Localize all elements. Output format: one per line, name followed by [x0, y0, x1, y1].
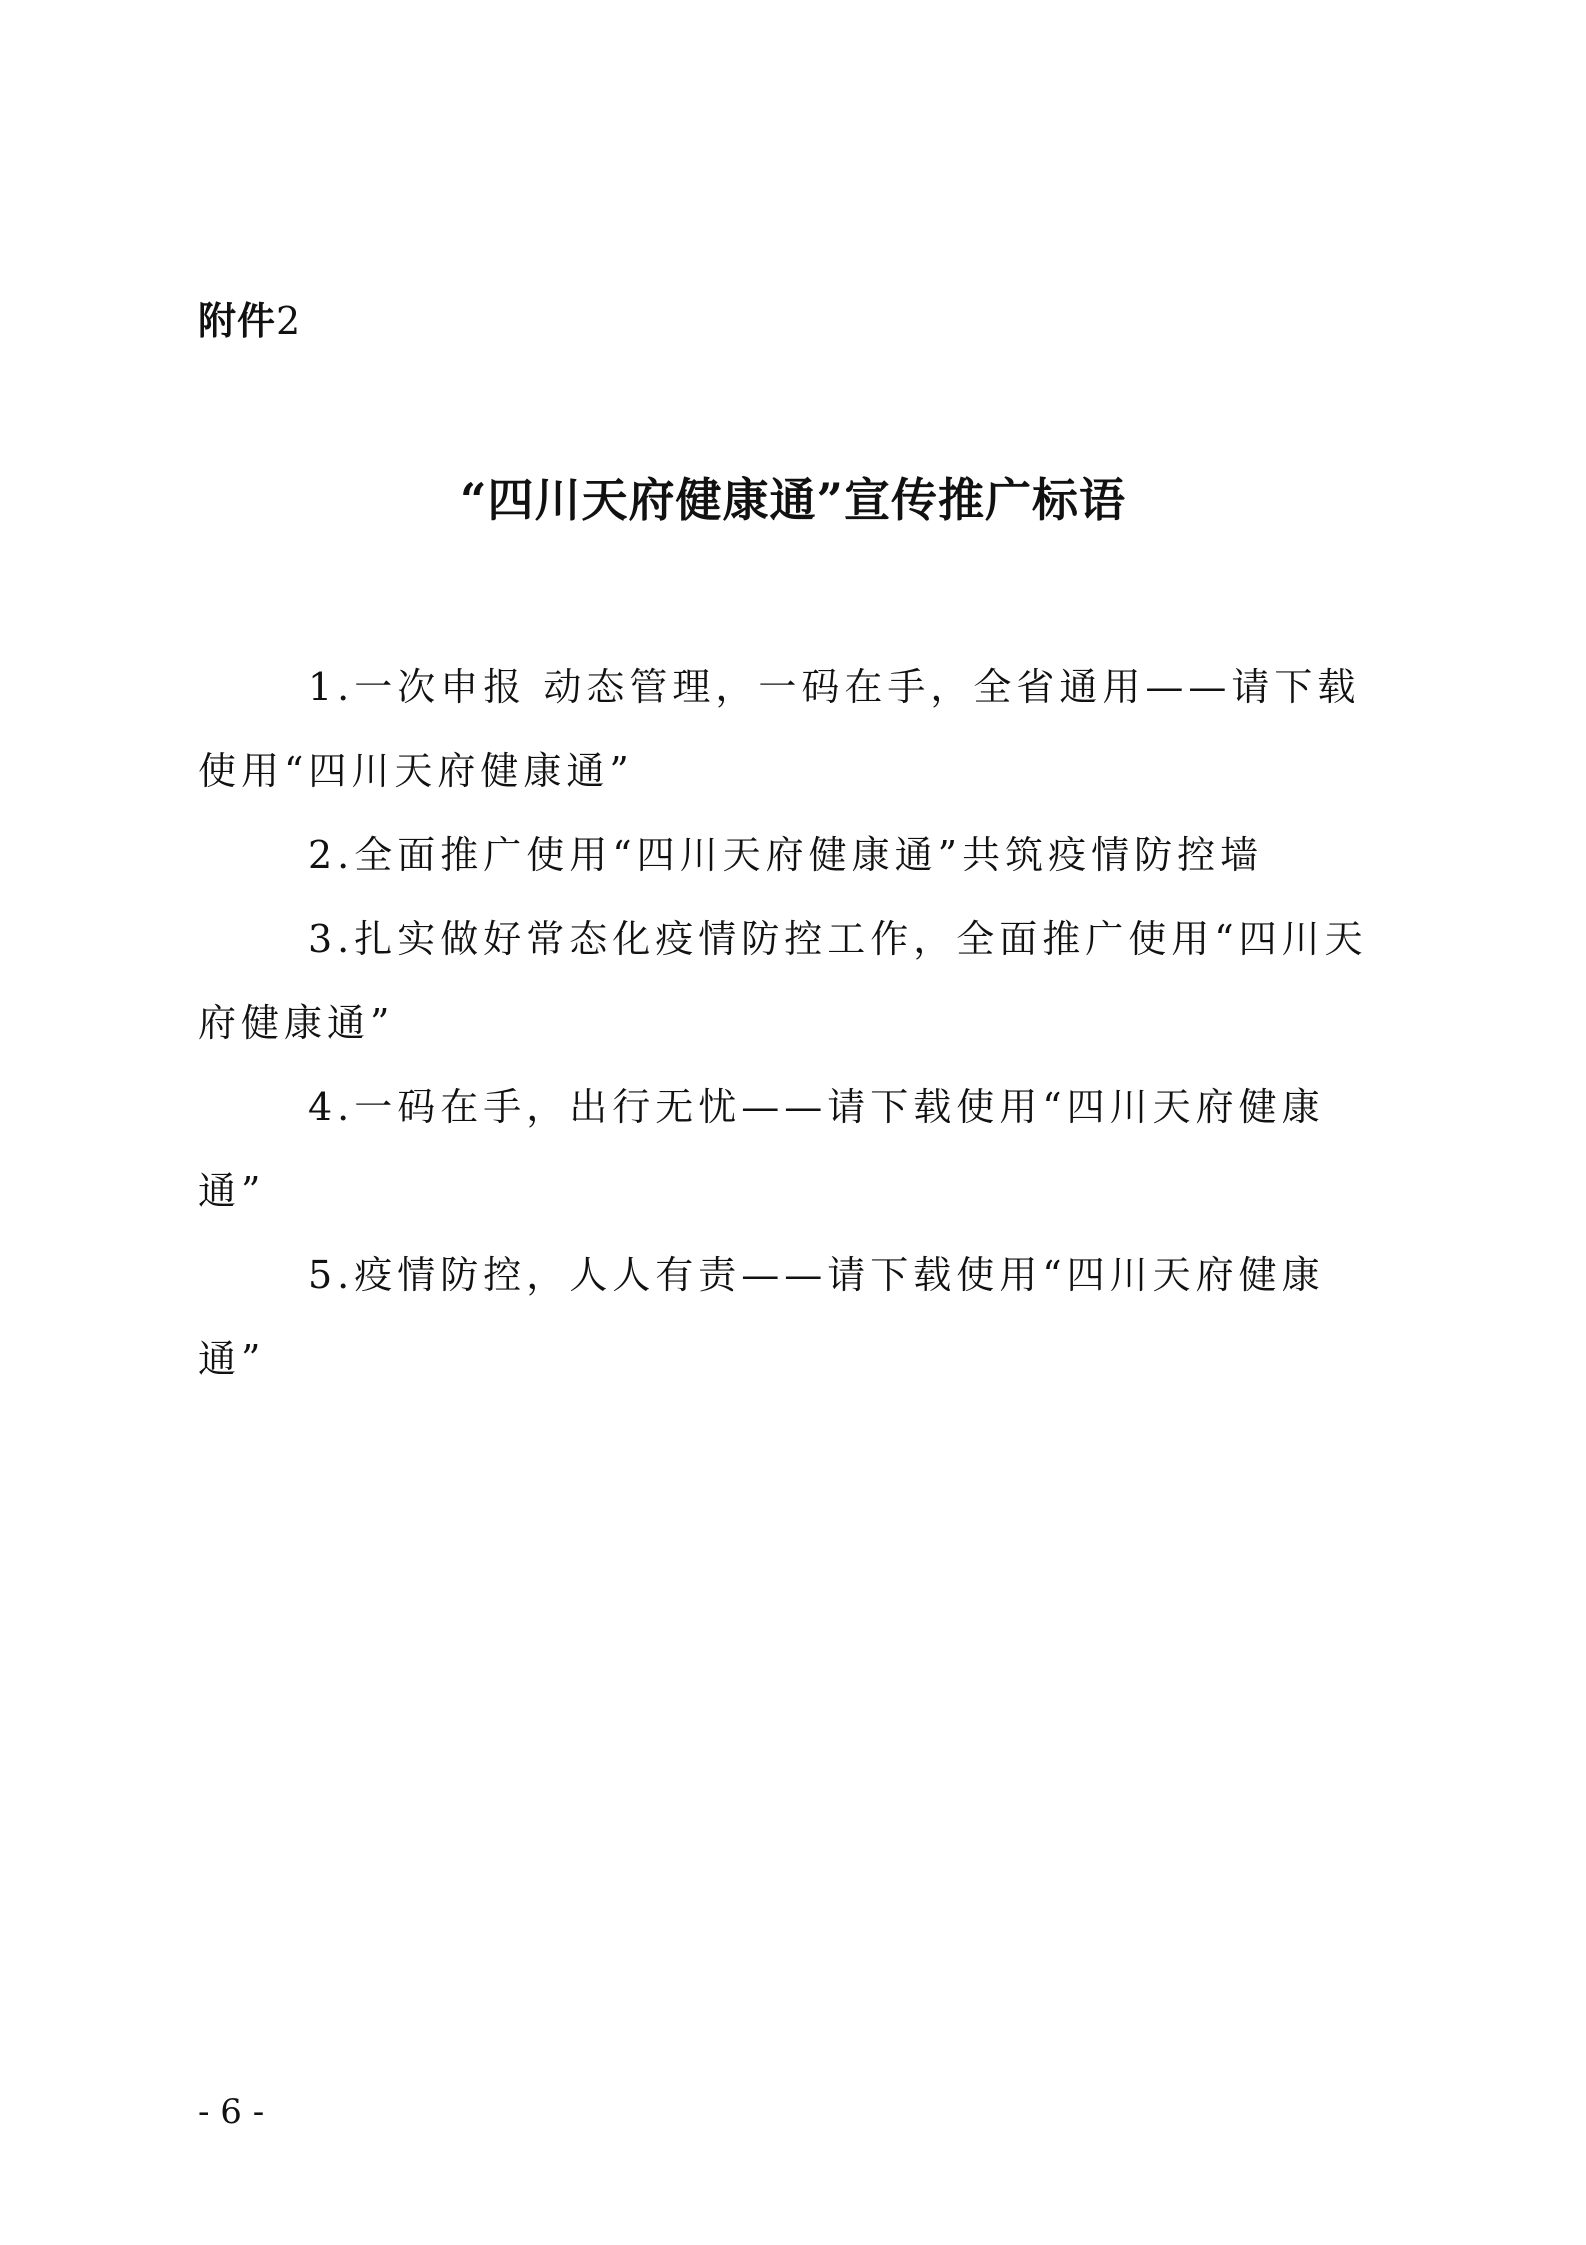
attachment-number: 2: [276, 299, 302, 343]
attachment-label-text: 附件: [198, 298, 277, 343]
slogan-item-3: 3.扎实做好常态化疫情防控工作，全面推广使用“四川天府健康通”: [198, 917, 1368, 1045]
slogan-item-1: 1.一次申报 动态管理，一码在手，全省通用——请下载使用“四川天府健康通”: [198, 665, 1361, 793]
page-number: - 6 -: [198, 2092, 265, 2132]
slogan-item-5: 5.疫情防控，人人有责——请下载使用“四川天府健康通”: [198, 1253, 1325, 1381]
attachment-label: [198, 296, 301, 346]
slogan-list: [198, 645, 1388, 1401]
slogan-item-4: 4.一码在手，出行无忧——请下载使用“四川天府健康通”: [198, 1085, 1325, 1213]
slogan-item-2: 2.全面推广使用“四川天府健康通”共筑疫情防控墙: [308, 833, 1264, 877]
page-title: “四川天府健康通”宣传推广标语: [460, 473, 1126, 527]
